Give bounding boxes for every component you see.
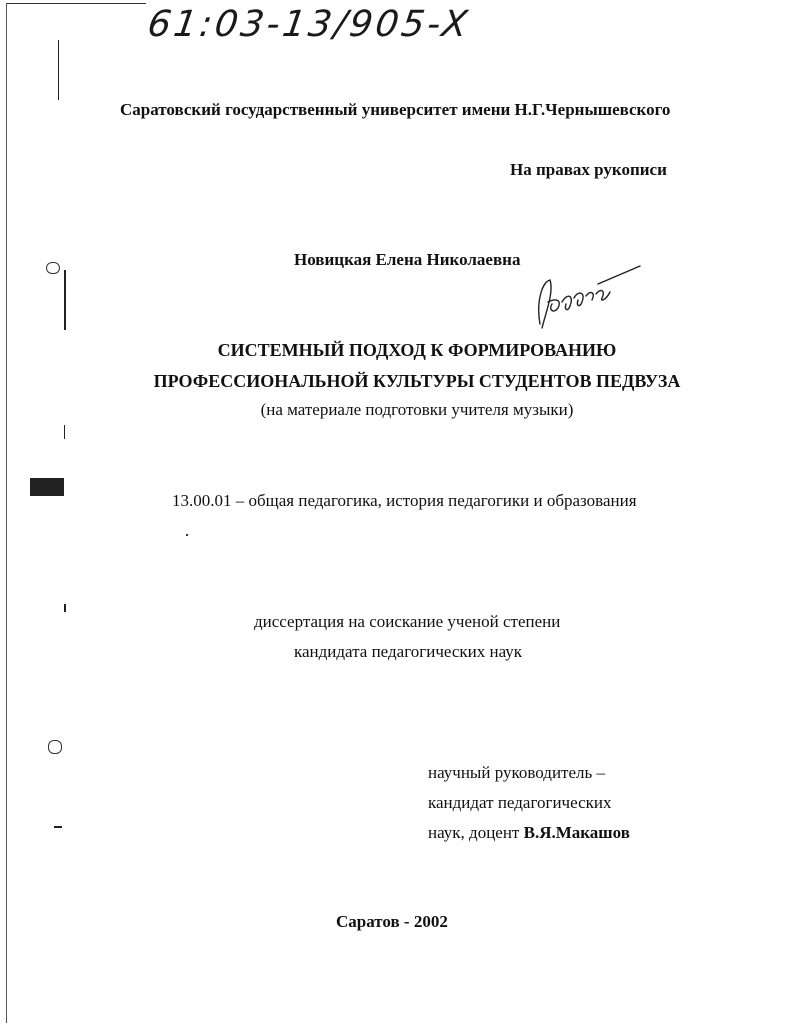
supervisor-name: В.Я.Макашов [523, 823, 630, 842]
university-name: Саратовский государственный университет имени Н.Г.Чернышевского [120, 100, 671, 119]
city-year: Саратов - 2002 [336, 912, 448, 931]
supervisor-line2: кандидат педагогических [428, 793, 612, 812]
dissertation-title-line1: СИСТЕМНЫЙ ПОДХОД К ФОРМИРОВАНИЮ [217, 340, 617, 360]
scan-border-top [6, 3, 146, 4]
supervisor-title: наук, доцент [428, 823, 524, 842]
degree-line1: диссертация на соискание ученой степени [254, 612, 561, 631]
scan-mark [30, 478, 64, 496]
supervisor-line3 [428, 823, 630, 843]
degree-line2: кандидата педагогических наук [294, 642, 523, 661]
dissertation-subtitle: (на материале подготовки учителя музыки) [260, 400, 574, 419]
specialty-code: 13.00.01 – общая педагогика, история педагогики и образования [172, 491, 637, 510]
author-name: Новицкая Елена Николаевна [294, 250, 521, 269]
scan-mark [48, 740, 62, 754]
archive-code: 61:03-13/905-X [145, 4, 473, 45]
scan-mark [58, 40, 59, 100]
scan-dot [186, 534, 188, 536]
scan-mark [54, 826, 62, 828]
scan-border-left [6, 3, 7, 1023]
scan-mark [64, 604, 66, 612]
author-signature [528, 262, 648, 337]
dissertation-title-line2: ПРОФЕССИОНАЛЬНОЙ КУЛЬТУРЫ СТУДЕНТОВ ПЕДВУЗА [153, 371, 681, 391]
supervisor-line1: научный руководитель – [428, 763, 605, 782]
manuscript-rights: На правах рукописи [510, 160, 667, 179]
scan-mark [46, 262, 60, 274]
scan-mark [64, 425, 65, 439]
scan-mark [64, 270, 66, 330]
